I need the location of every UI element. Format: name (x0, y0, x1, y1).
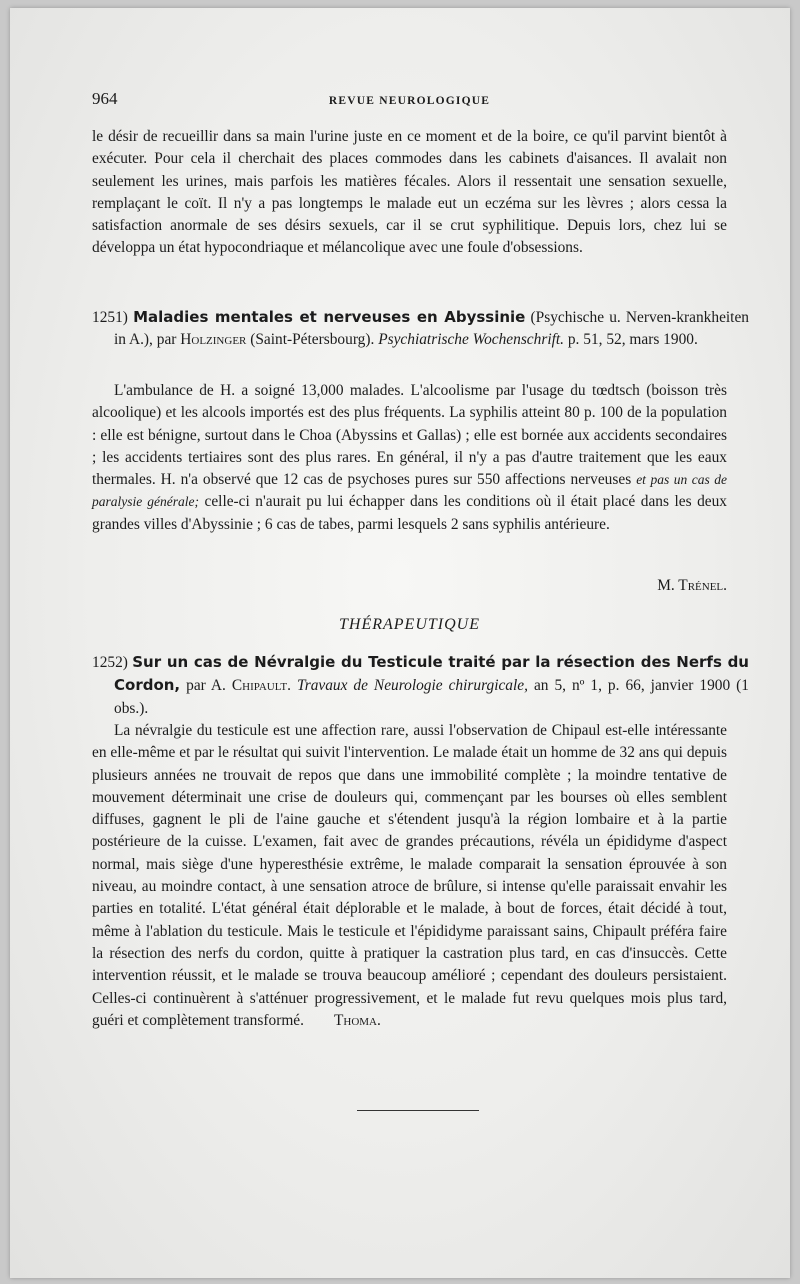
entry-author: Holzinger (180, 331, 247, 349)
page-header (92, 88, 727, 110)
section-heading: THÉRAPEUTIQUE (339, 616, 480, 633)
body-text-b: celle-ci n'aurait pu lui échapper dans les conditions où il était placé dans les deux grandes villes d'Abyssinie ; 6 cas de tabes, parmi lesquels 2 sans syphilis antérieure. (92, 493, 727, 533)
entry-author: Chipault. (231, 677, 292, 695)
entry-journal: Travaux de Neurologie chirurgicale, (297, 677, 528, 695)
entry-number: 1251) (92, 309, 128, 326)
entry-subtitle: (Psychische u. Nerven-krankheiten in A.), par (114, 309, 749, 349)
entry-1252-body (92, 720, 727, 1032)
entry-journal: Psychiatrische Wochenschrift. (378, 331, 564, 349)
entry-1251-body (92, 380, 727, 536)
body-text: La névralgie du testicule est une affection rare, aussi l'observation de Chipaul est-elle intéressante en elle-même et par le résultat qui suivit l'intervention. Le malade était un homme de 32 ans qui depuis plusieurs années ne trouvait de repos que dans une immobilité complète ; la moindre tentative de mouvement déterminait une crise de douleurs qui, commençant par les bourses où elles semblent diffuses, gagnent le pli de l'aine gauche et s'étendent jusqu'à la région lombaire et à la partie postérieure de la cuisse. L'examen, fait avec de grandes précautions, révéla un épididyme d'aspect normal, mais siège d'une hyperesthésie extrême, le malade comparait la sensation éprouvée à son niveau, au moindre contact, à une sensation atroce de brûlure, si intense qu'elle paraissait envahir les parties en totalité. L'état général était déplorable et le malade, à bout de forces, était décidé à tout, même à l'ablation du testicule. Mais le testicule et l'épididyme paraissant sains, Chipault préféra faire la résection des nerfs du cordon, quitte à pratiquer la castration plus tard, en cas d'insuccès. Cette intervention réussit, et le malade se trouva beaucoup amélioré ; cependant des douleurs persistaient. Celles-ci continuèrent à s'atténuer progressivement, et le malade fut revu quelques mois plus tard, guéri et complètement transformé. (92, 722, 727, 1029)
body-text-a: L'ambulance de H. a soigné 13,000 malades. L'alcoolisme par l'usage du tœdtsch (boisson très alcoolique) et les alcools importés est des plus fréquents. La syphilis atteint 80 p. 100 de la population : elle est bénigne, surtout dans le Choa (Abyssins et Gallas) ; elle est bornée aux accidents secondaires ; les accidents tertiaires sont des plus rares. En général, il n'y a pas d'autre traitement que les eaux thermales. H. n'a observé que 12 cas de psychoses pures sur 550 affections nerveuses (92, 382, 727, 489)
running-title: REVUE NEUROLOGIQUE (328, 95, 491, 107)
entry-1252-heading (92, 651, 749, 720)
entry-title: Sur un cas de Névralgie du Testicule traité par la résection des Nerfs du Cordon, (114, 653, 749, 695)
document-page (10, 8, 790, 1278)
entry-citation: an 5, nº 1, p. 66, janvier 1900 (1 obs.). (114, 677, 749, 717)
page-number: 964 (92, 89, 118, 108)
entry-number: 1252) (92, 654, 128, 671)
closing-rule (357, 1110, 479, 1111)
entry-place: (Saint-Pétersbourg). (250, 331, 375, 349)
entry-title: Maladies mentales et nerveuses en Abyssinie (133, 308, 526, 326)
body-italic: et pas un cas de paralysie générale; (92, 472, 727, 510)
continuation-paragraph: le désir de recueillir dans sa main l'urine juste en ce moment et de la boire, ce qu'il parvint bientôt à exécuter. Pour cela il cherchait des places commodes dans les cabinets d'aisances. Il avalait non seulement les urines, mais parfois les matières fécales. Alors il ressentait une sensation sexuelle, remplaçant le coït. Il n'y a pas longtemps le malade eut un eczéma sur les lèvres ; alors cessa la satisfaction anormale de ses désirs sexuels, car il se crut syphilitique. Depuis lors, chez lui se développa un état hypocondriaque et mélancolique avec une foule d'obsessions. (92, 128, 727, 257)
entry-1251-signature: M. Trénel. (657, 577, 727, 594)
entry-author-prefix: par A. (186, 677, 226, 695)
entry-1252-signature: Thoma. (333, 1011, 381, 1029)
entry-citation: p. 51, 52, mars 1900. (567, 331, 698, 349)
entry-1251-heading (92, 306, 749, 352)
